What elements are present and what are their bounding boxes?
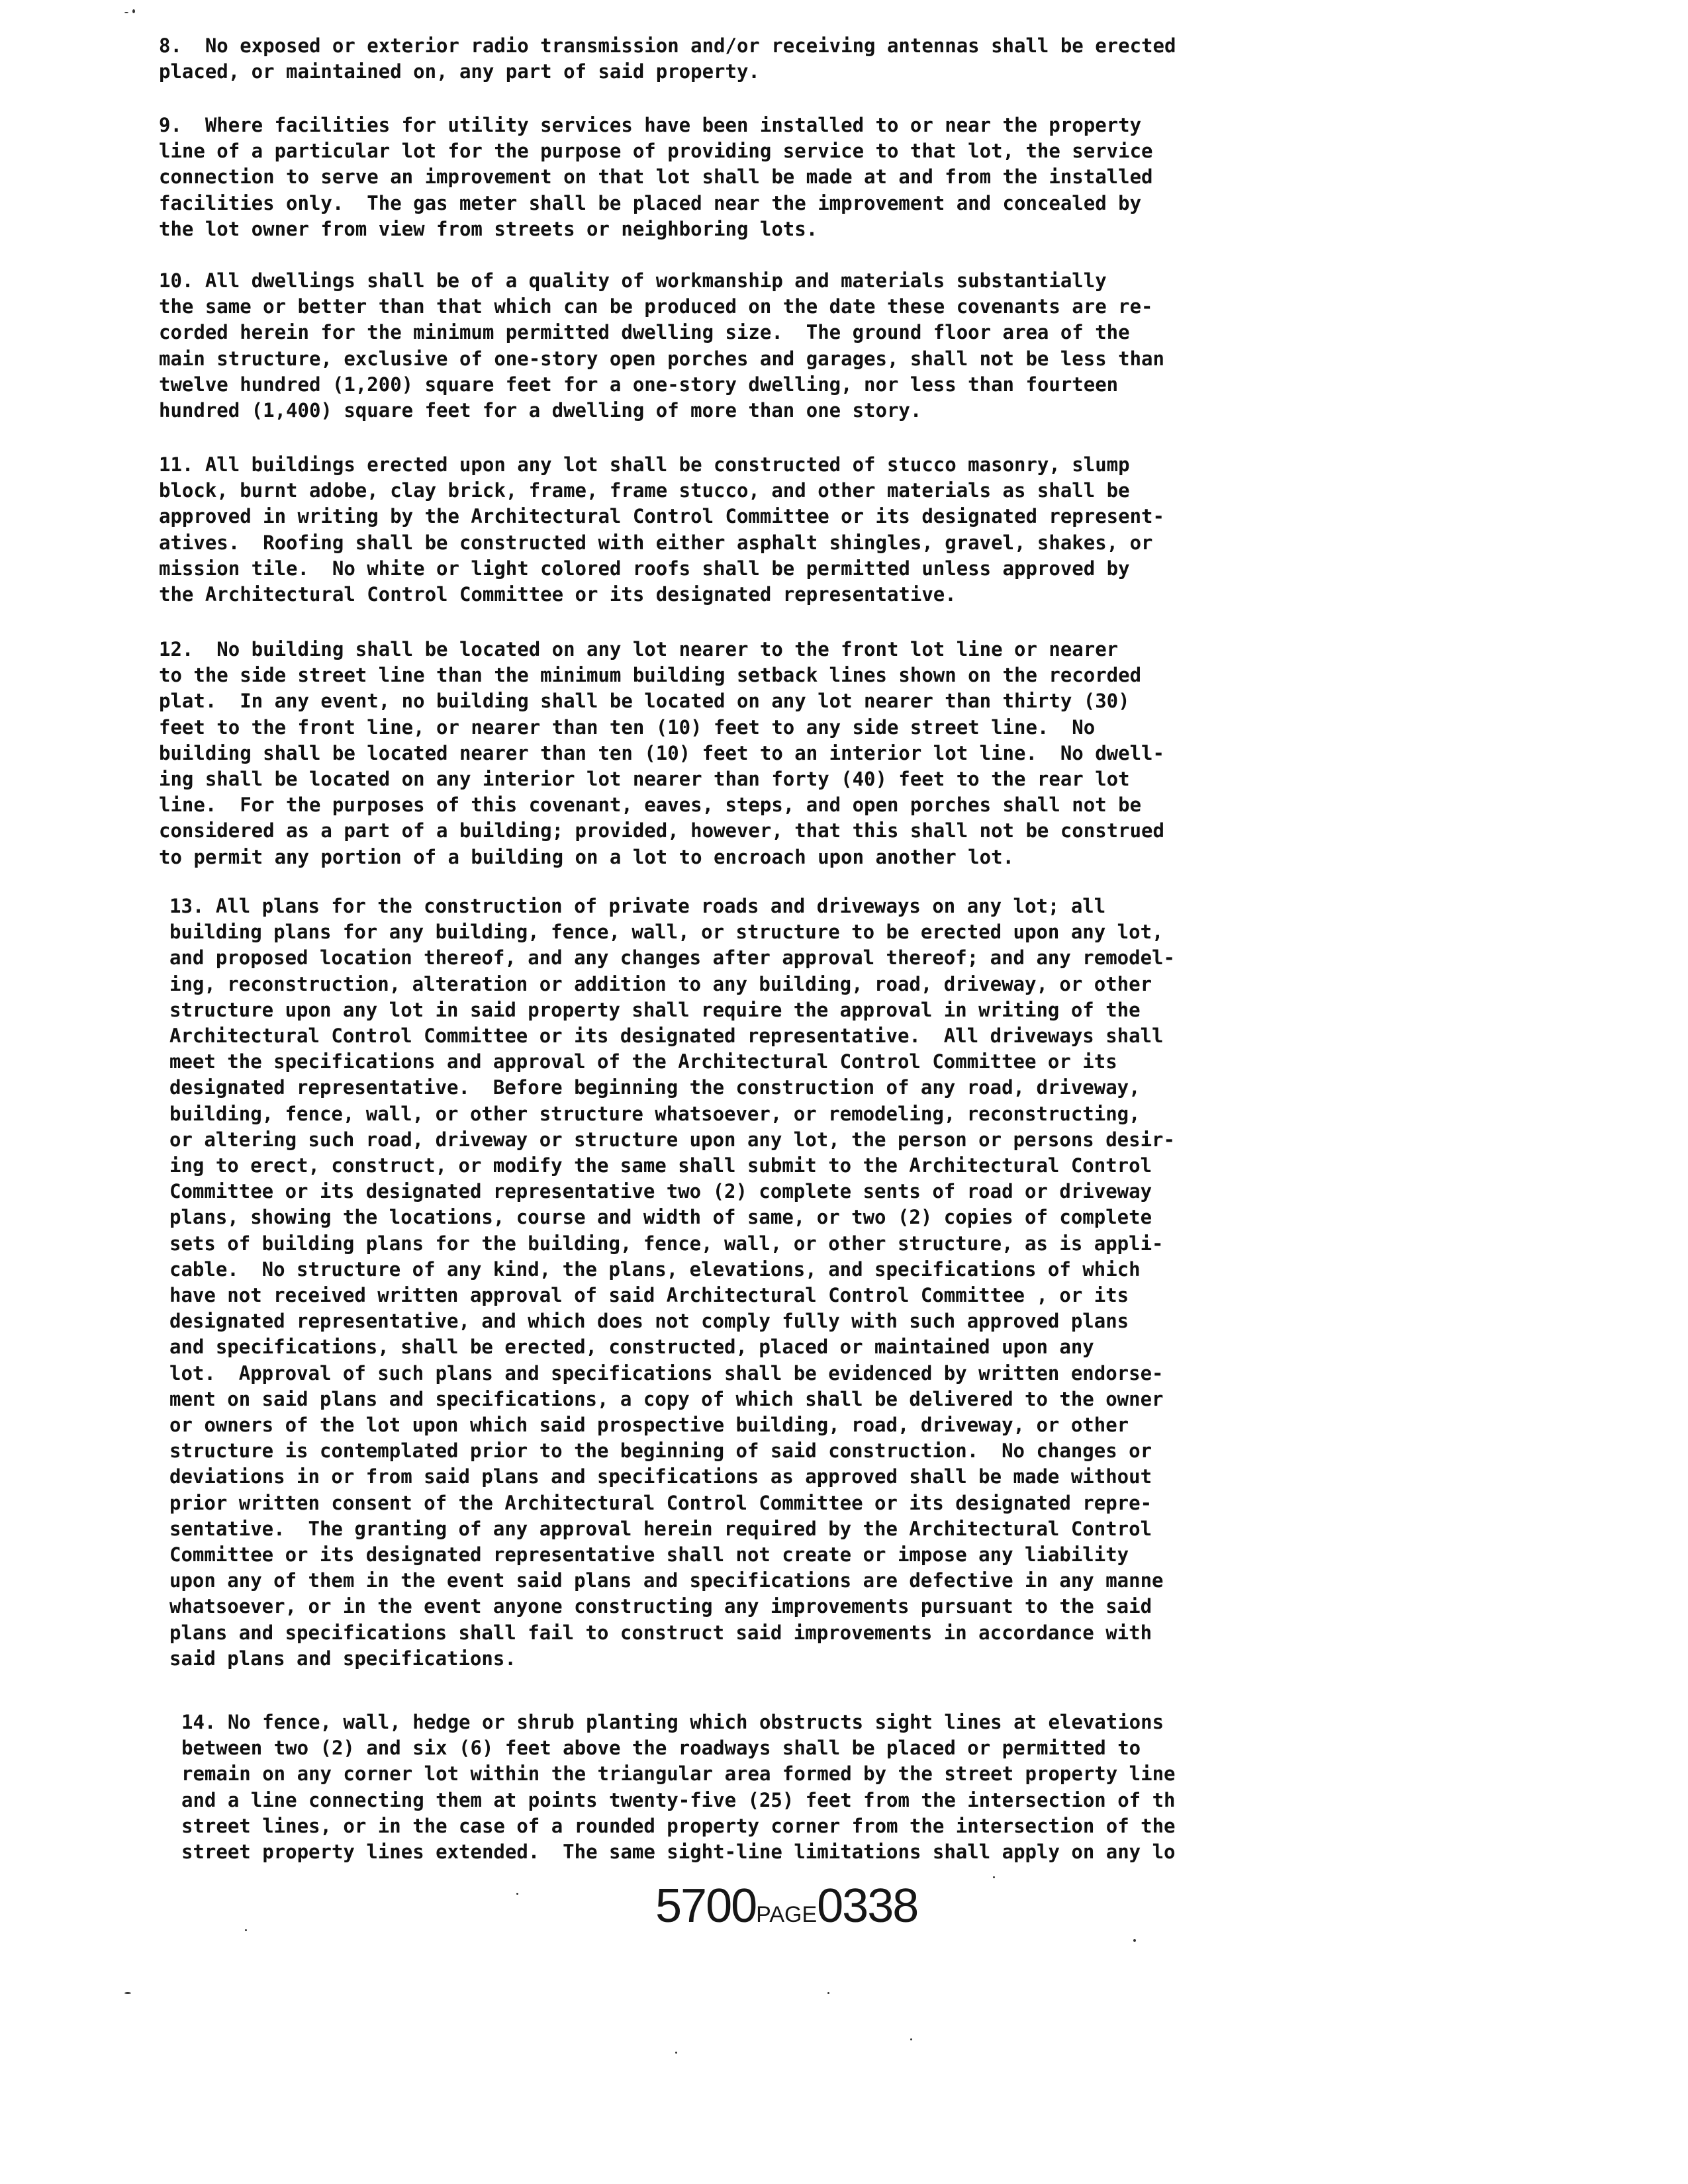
scan-speck — [132, 9, 135, 13]
covenant-paragraph-11: 11. All buildings erected upon any lot shall be constructed of stucco masonry, slump block, burnt adobe, clay brick, frame, frame stucco, and other materials as shall be approved in writing by the Architectural Control Committee or its designated represent- atives. Roofing shall be constructed with either asphalt shingles, gravel, shakes, or mission tile. No white or light colored roofs shall be permitted unless approved by the Architectural Control Committee or its designated representative. — [159, 453, 1164, 606]
scan-speck — [245, 1929, 247, 1931]
scan-speck — [675, 2052, 677, 2054]
covenant-paragraph-12: 12. No building shall be located on any lot nearer to the front lot line or nearer to the side street line than the minimum building setback lines shown on the recorded plat. In any event, no building shall be located on any lot nearer than thirty (30) feet to the front line, or nearer than ten (10) feet to any side street line. No building shall be located nearer than ten (10) feet to an interior lot line. No dwell- ing shall be located on any interior lot nearer than forty (40) feet to the rear lot line. For the purposes of this covenant, eaves, steps, and open porches shall not be considered as a part of a building; provided, however, that this shall not be construed to permit any portion of a building on a lot to encroach upon another lot. — [159, 638, 1164, 868]
book-number: 5700 — [655, 1880, 757, 1933]
scan-speck — [827, 1992, 829, 1994]
scan-speck — [993, 1876, 995, 1878]
scan-speck — [516, 1893, 518, 1895]
page-word: PAGE — [756, 1902, 818, 1927]
covenant-paragraph-13: 13. All plans for the construction of private roads and driveways on any lot; all building plans for any building, fence, wall, or structure to be erected upon any lot, and proposed location thereof, and any changes after approval thereof; and any remodel- ing, reconstruction, alteration or addition to any building, road, driveway, or other structure upon any lot in said property shall require the approval in writing of the Architectural Control Committee or its designated representative. All driveways shall meet the specifications and approval of the Architectural Control Committee or its designated representative. Before beginning the construction of any road, driveway, building, fence, wall, or other structure whatsoever, or remodeling, reconstructing, or altering such road, driveway or structure upon any lot, the person or persons desir- ing to erect, construct, or modify the same shall submit to the Architectural Control Committee or its designated representative two (2) complete sents of road or driveway plans, showing the locations, course and width of same, or two (2) copies of complete sets of building plans for the building, fence, wall, or other structure, as is appli- cable. No structure of any kind, the plans, elevations, and specifications of which have not received written approval of said Architectural Control Committee , or its designated representative, and which does not comply fully with such approved plans and specifications, shall be erected, constructed, placed or maintained upon any lot. Approval of such plans and specifications shall be evidenced by written endorse- ment on said plans and specifications, a copy of which shall be delivered to the owner or owners of the lot upon which said prospective building, road, driveway, or other structure is contemplated prior to the beginning of said construction. No changes or deviations in or from said plans and specifications as approved shall be made without prior written consent of the Architectural Control Committee or its designated repre- sentative. The granting of any approval herein required by the Architectural Control Committee or its designated representative shall not create or impose any liability upon any of them in the event said plans and specifications are defective in any manne whatsoever, or in the event anyone constructing any improvements pursuant to the said plans and specifications shall fail to construct said improvements in accordance with said plans and specifications. — [169, 895, 1175, 1670]
covenant-paragraph-10: 10. All dwellings shall be of a quality of workmanship and materials substantially the same or better than that which can be produced on the date these covenants are re- corded herein for the minimum permitted dwelling size. The ground floor area of the main structure, exclusive of one-story open porches and garages, shall not be less than twelve hundred (1,200) square feet for a one-story dwelling, nor less than fourteen hundred (1,400) square feet for a dwelling of more than one story. — [159, 269, 1164, 422]
scan-speck — [124, 1992, 131, 1994]
covenant-paragraph-14: 14. No fence, wall, hedge or shrub planting which obstructs sight lines at elevations between two (2) and six (6) feet above the roadways shall be placed or permitted to remain on any corner lot within the triangular area formed by the street property line and a line connecting them at points twenty-five (25) feet from the intersection of th street lines, or in the case of a rounded property corner from the intersection of the street property lines extended. The same sight-line limitations shall apply on any lo — [181, 1711, 1176, 1864]
covenant-paragraph-9: 9. Where facilities for utility services have been installed to or near the property line of a particular lot for the purpose of providing service to that lot, the service connection to serve an improvement on that lot shall be made at and from the installed facilities only. The gas meter shall be placed near the improvement and concealed by the lot owner from view from streets or neighboring lots. — [159, 114, 1153, 240]
scan-speck — [124, 12, 128, 13]
scan-speck — [1133, 1939, 1136, 1942]
covenant-paragraph-8: 8. No exposed or exterior radio transmission and/or receiving antennas shall be erected placed, or maintained on, any part of said property. — [159, 34, 1176, 83]
page-number: 0338 — [817, 1880, 918, 1933]
scan-speck — [910, 2038, 912, 2040]
book-page-stamp — [655, 1880, 917, 1941]
